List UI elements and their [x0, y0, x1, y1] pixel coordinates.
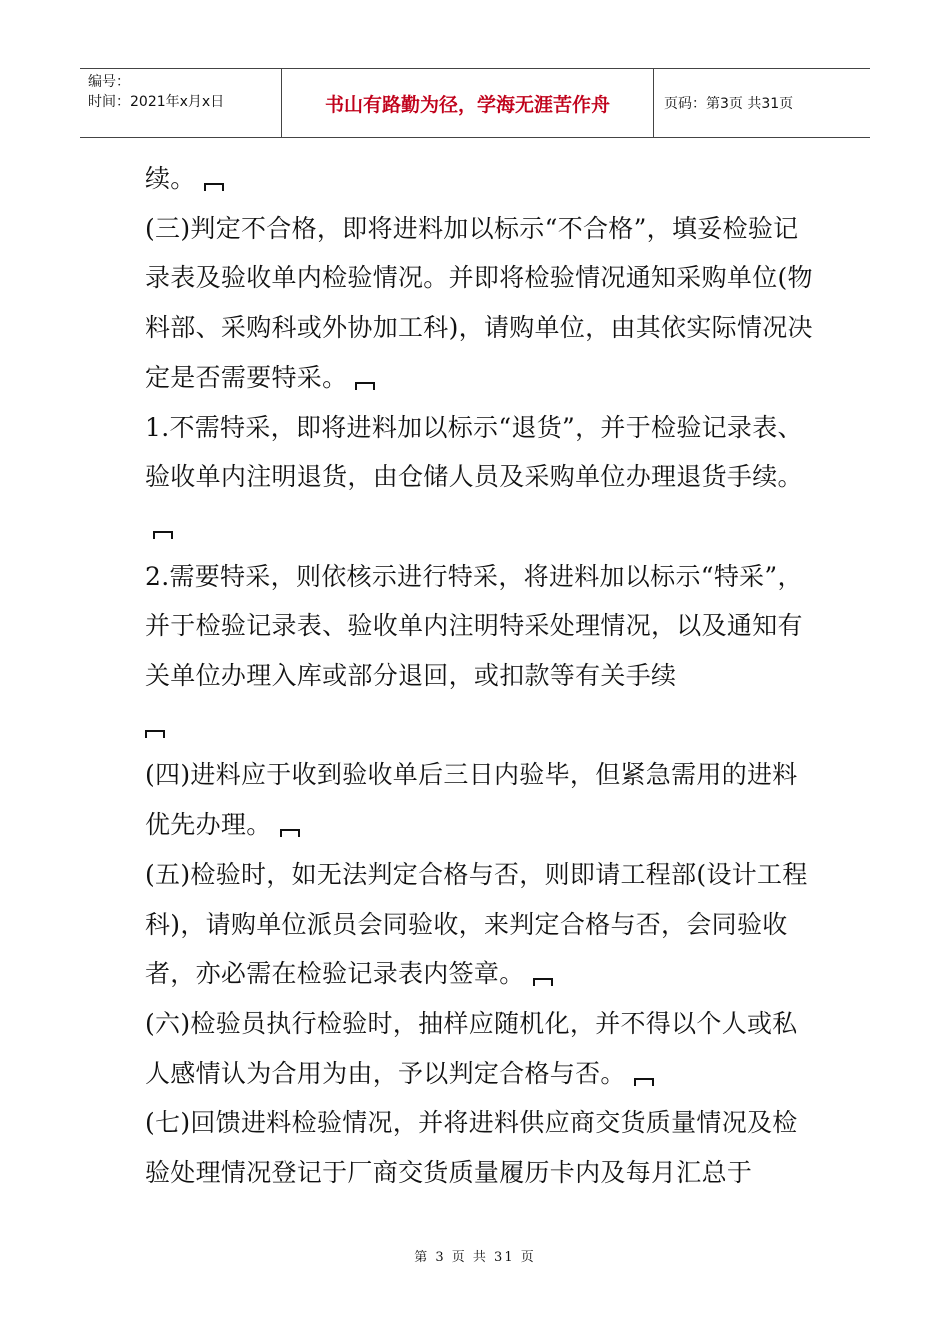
page-footer: 第 3 页 共 31 页: [414, 1250, 536, 1265]
paragraph: (七)回馈进料检验情况，并将进料供应商交货质量情况及检验处理情况登记于厂商交货质量履历卡内及每月汇总于: [145, 1108, 798, 1188]
header-page-info: 页码：第3页 共31页: [664, 96, 794, 112]
document-body: [145, 154, 815, 1198]
paragraph-mark-icon: [280, 829, 300, 837]
page-header: [80, 68, 870, 138]
paragraph-mark-icon: [145, 730, 165, 738]
paragraph: (四)进料应于收到验收单后三日内验毕，但紧急需用的进料优先办理。: [145, 760, 798, 840]
paragraph: (五)检验时，如无法判定合格与否，则即请工程部(设计工程科)，请购单位派员会同验收，来判定合格与否，会同验收者，亦必需在检验记录表内签章。: [145, 859, 808, 989]
paragraph-mark-icon: [153, 531, 173, 539]
header-motto: 书山有路勤为径，学海无涯苦作舟: [282, 69, 654, 137]
paragraph: (六)检验员执行检验时，抽样应随机化，并不得以个人或私人感情认为合用为由，予以判定合格与否。: [145, 1008, 798, 1088]
paragraph-mark-icon: [634, 1078, 654, 1086]
document-number-label: 编号：: [88, 74, 130, 90]
paragraph: 2.需要特采，则依核示进行特采，将进料加以标示“特采”，并于检验记录表、验收单内注明特采处理情况，以及通知有关单位办理入库或部分退回，或扣款等有关手续: [145, 552, 815, 751]
paragraph-mark-icon: [533, 978, 553, 986]
paragraph-mark-icon: [204, 183, 224, 191]
paragraph: 1.不需特采，即将进料加以标示“退货”，并于检验记录表、验收单内注明退货，由仓储人员及采购单位办理退货手续。: [145, 403, 815, 552]
document-time-label: 时间：2021年x月x日: [88, 94, 225, 110]
paragraph: (三)判定不合格，即将进料加以标示“不合格”，填妥检验记录表及验收单内检验情况。并即将检验情况通知采购单位(物料部、采购科或外协加工科)，请购单位，由其依实际情况决定是否需要特采。: [145, 213, 813, 392]
paragraph: 续。: [145, 154, 815, 204]
header-meta: [80, 69, 282, 137]
paragraph-mark-icon: [355, 382, 375, 390]
